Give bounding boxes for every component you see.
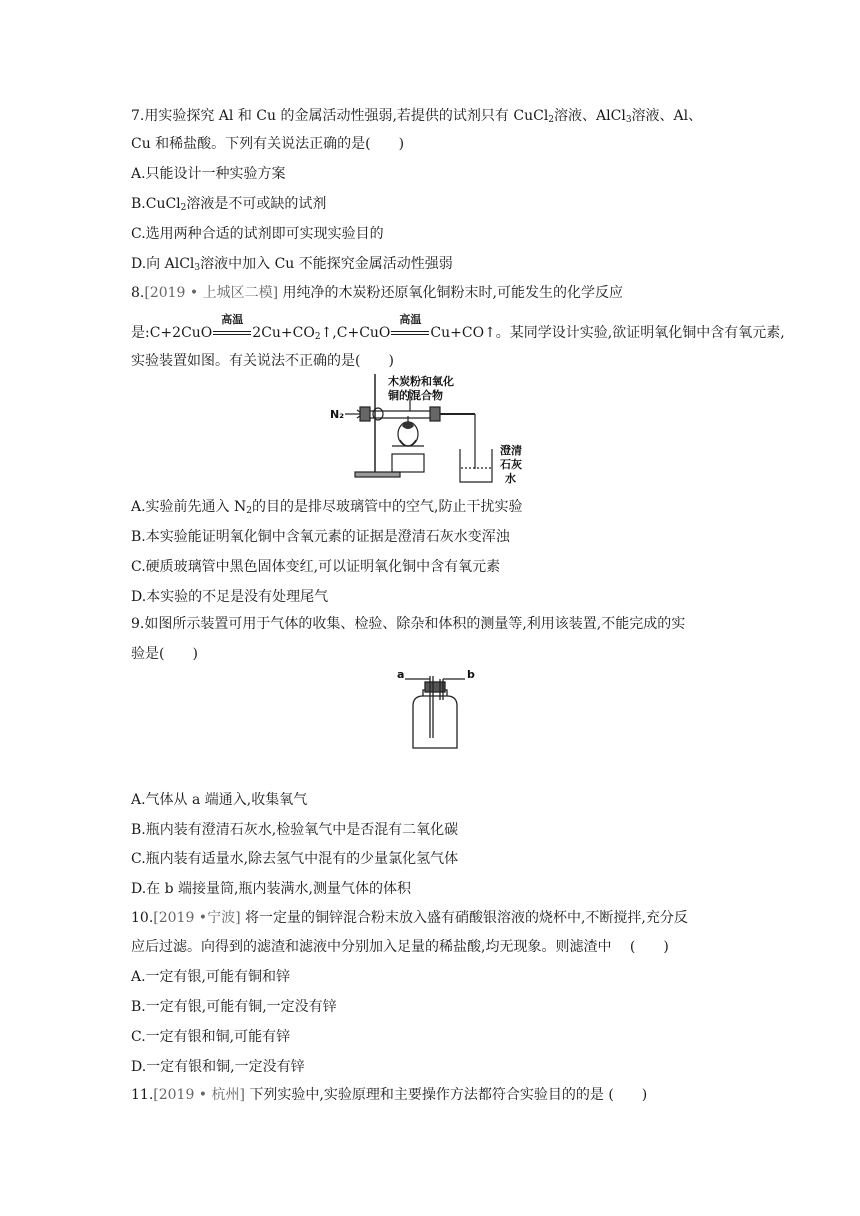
q9-stem-line1: 9.如图所示装置可用于气体的收集、检验、除杂和体积的测量等,利用该装置,不能完成的实: [131, 616, 686, 632]
q10-source: [2019 •宁波]: [153, 910, 241, 926]
q9-gas-bottle-figure: [395, 668, 475, 753]
q8-figure-label-mix-2: 铜的混合物: [388, 389, 443, 402]
q9-option-d: D.在 b 端接量筒,瓶内装满水,测量气体的体积: [131, 881, 411, 897]
q9-stem-line2: 验是( ): [131, 646, 198, 662]
q8-condition-1: 高温: [221, 313, 244, 326]
q8-source: [2019 • 上城区二模]: [144, 285, 279, 301]
q8-option-d: D.本实验的不足是没有处理尾气: [131, 589, 329, 605]
q7-option-d: D.向 AlCl$_3$溶液中加入 Cu 不能探究金属活动性强弱: [131, 256, 453, 273]
q8-apparatus-figure: [330, 374, 550, 489]
q8-condition-2: 高温: [399, 313, 422, 326]
q8-option-a: A.实验前先通入 $N_2$的目的是排尽玻璃管中的空气,防止干扰实验: [131, 499, 523, 516]
q8-figure-label-lime-1: 澄清: [500, 444, 522, 457]
q8-figure-label-mix-1: 木炭粉和氧化: [388, 375, 454, 388]
q9-option-b: B.瓶内装有澄清石灰水,检验氧气中是否混有二氧化碳: [131, 822, 459, 838]
q10-option-a: A.一定有银,可能有铜和锌: [131, 969, 291, 985]
q8-stem-line1: 8.[2019 • 上城区二模] 用纯净的木炭粉还原氧化铜粉末时,可能发生的化学反应: [131, 285, 623, 301]
q7-stem-line1: 7.用实验探究 Al 和 Cu 的金属活动性强弱,若提供的试剂只有 CuCl$_2$溶液、AlCl$_3$溶液、Al、: [131, 108, 703, 125]
q10-stem-line2: 应后过滤。向得到的滤渣和滤液中分别加入足量的稀盐酸,均无现象。则滤渣中 ( ): [131, 939, 669, 955]
q9-figure-label-a: a: [397, 668, 405, 681]
q8-stem-line3: 实验装置如图。有关说法不正确的是( ): [131, 353, 394, 369]
q8-figure-label-lime-2: 石灰: [500, 458, 522, 471]
q7-option-a: A.只能设计一种实验方案: [131, 166, 286, 182]
q8-equation-line: 是:C+2CuO 高温 $2Cu+CO_2↑,C+CuO$ 高温 Cu+CO↑。某同学设计实验,欲证明氧化铜中含有氧元素,: [131, 323, 785, 347]
q7-option-b: B.CuCl$_2$溶液是不可或缺的试剂: [131, 196, 327, 213]
q8-figure-label-n2: N₂: [330, 408, 345, 421]
q9-option-a: A.气体从 a 端通入,收集氧气: [131, 792, 308, 808]
q11-stem-line1: 11.[2019 • 杭州] 下列实验中,实验原理和主要操作方法都符合实验目的的是 ( ): [131, 1087, 648, 1103]
q7-option-c: C.选用两种合适的试剂即可实现实验目的: [131, 226, 384, 242]
q10-option-c: C.一定有银和铜,可能有锌: [131, 1029, 291, 1045]
q7-stem-line2: Cu 和稀盐酸。下列有关说法正确的是( ): [131, 136, 405, 152]
q10-option-d: D.一定有银和铜,一定没有锌: [131, 1059, 305, 1075]
q8-option-c: C.硬质玻璃管中黑色固体变红,可以证明氧化铜中含有氧元素: [131, 559, 501, 575]
q9-option-c: C.瓶内装有适量水,除去氢气中混有的少量氯化氢气体: [131, 851, 459, 867]
q11-source: [2019 • 杭州]: [153, 1087, 245, 1103]
q8-option-b: B.本实验能证明氧化铜中含氧元素的证据是澄清石灰水变浑浊: [131, 529, 510, 545]
q10-stem-line1: 10.[2019 •宁波] 将一定量的铜锌混合粉末放入盛有硝酸银溶液的烧杯中,不断搅拌,充分反: [131, 910, 688, 926]
q8-figure-label-lime-3: 水: [505, 472, 516, 485]
q9-figure-label-b: b: [467, 668, 475, 681]
q10-option-b: B.一定有银,可能有铜,一定没有锌: [131, 999, 337, 1015]
